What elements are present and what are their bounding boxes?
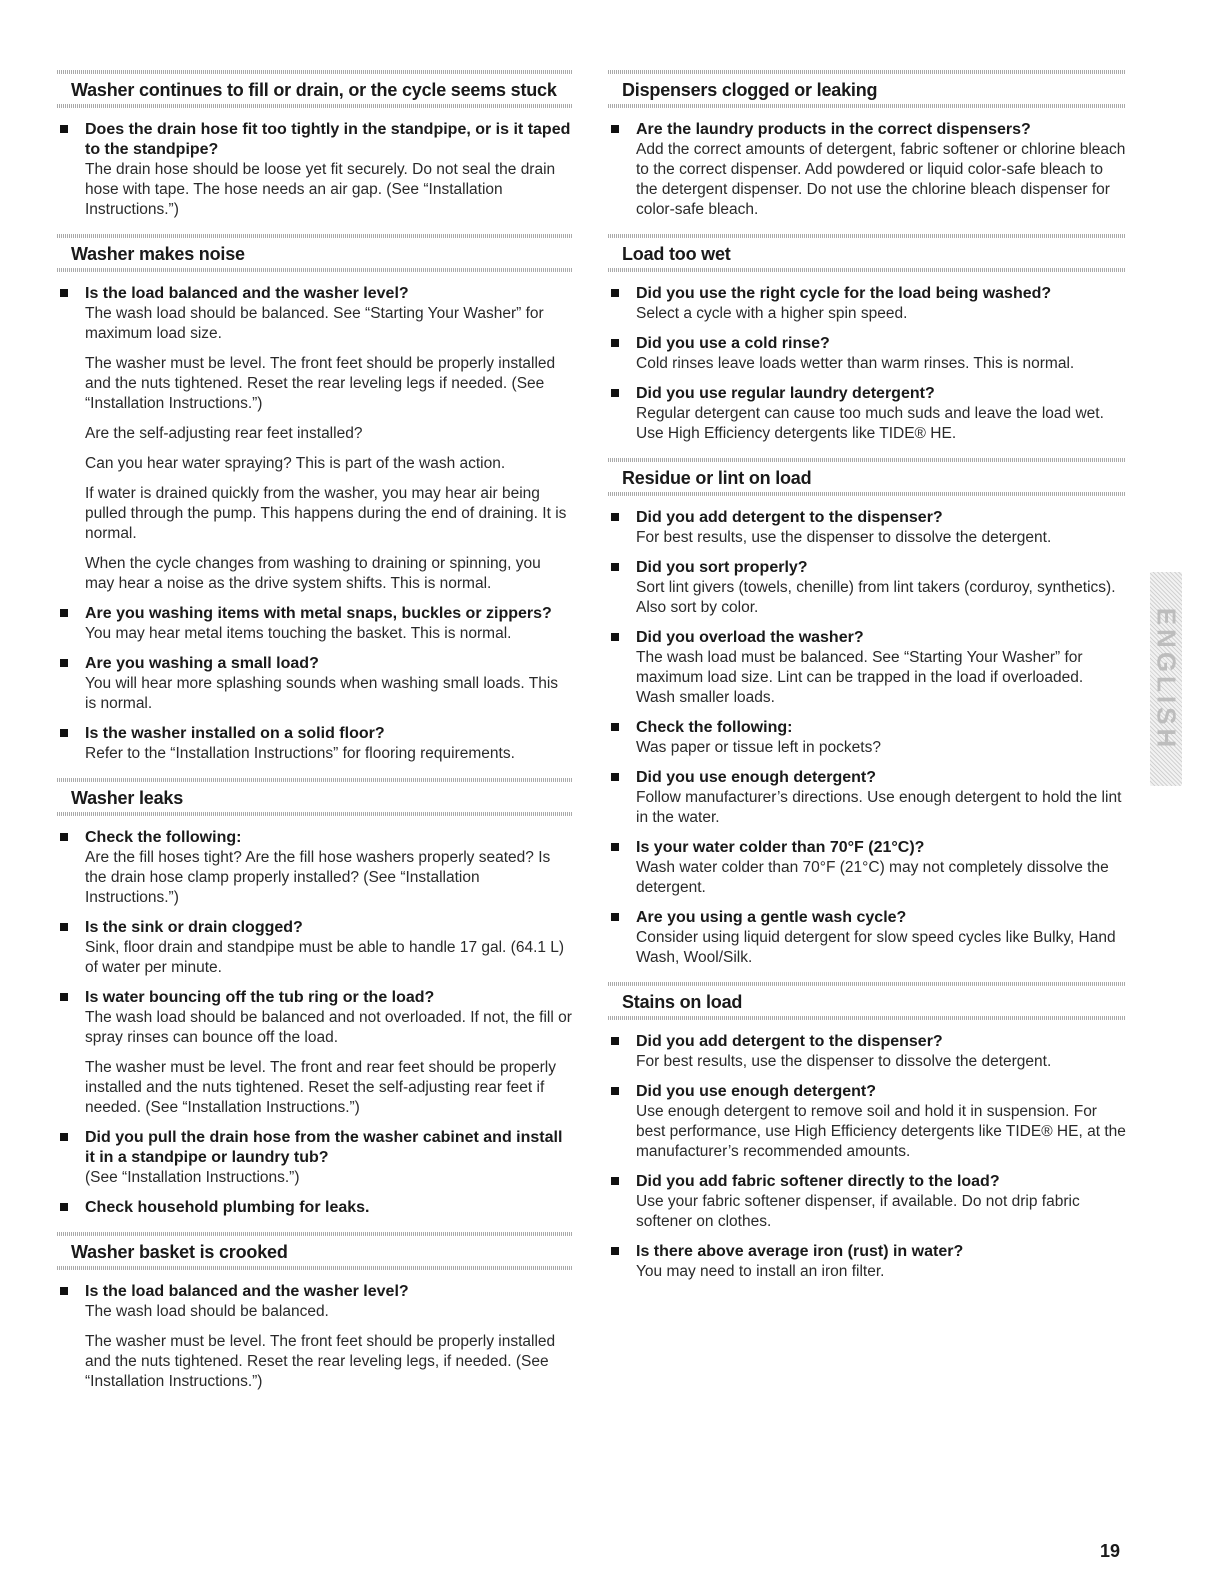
list-item bbox=[608, 1082, 1126, 1162]
list-item bbox=[57, 828, 573, 908]
item-answer: Cold rinses leave loads wetter than warm rinses. This is normal. bbox=[636, 355, 1075, 372]
item-question: Did you add detergent to the dispenser? bbox=[636, 509, 943, 526]
item-question: Did you add detergent to the dispenser? bbox=[636, 1033, 943, 1050]
item-answer: Was paper or tissue left in pockets? bbox=[636, 739, 881, 756]
section-title: Washer continues to fill or drain, or the cycle seems stuck bbox=[71, 80, 557, 100]
item-answer: When the cycle changes from washing to draining or spinning, you may hear a noise as the drive system shifts. This is normal. bbox=[85, 555, 541, 592]
item-question: Did you overload the washer? bbox=[636, 629, 864, 646]
section bbox=[608, 458, 1126, 968]
square-bullet-icon bbox=[611, 633, 619, 641]
item-question: Is the load balanced and the washer level? bbox=[85, 1283, 409, 1300]
item-list bbox=[57, 108, 573, 220]
square-bullet-icon bbox=[611, 1177, 619, 1185]
item-answer: Are the fill hoses tight? Are the fill hose washers properly seated? Is the drain hose clamp properly installed? (See “Installation Instructions.”) bbox=[85, 849, 551, 906]
item-question: Is the washer installed on a solid floor? bbox=[85, 725, 385, 742]
item-list bbox=[57, 816, 573, 1218]
square-bullet-icon bbox=[611, 773, 619, 781]
list-item bbox=[608, 1172, 1126, 1232]
square-bullet-icon bbox=[60, 1203, 68, 1211]
item-list bbox=[608, 1020, 1126, 1282]
square-bullet-icon bbox=[611, 125, 619, 133]
item-question: Are you washing items with metal snaps, buckles or zippers? bbox=[85, 605, 552, 622]
square-bullet-icon bbox=[60, 659, 68, 667]
item-list bbox=[608, 496, 1126, 968]
section-rule-bottom bbox=[57, 268, 573, 272]
section-rule-bottom bbox=[608, 268, 1126, 272]
item-question: Is there above average iron (rust) in water? bbox=[636, 1243, 964, 1260]
square-bullet-icon bbox=[60, 729, 68, 737]
item-question: Are you washing a small load? bbox=[85, 655, 319, 672]
right-column bbox=[608, 70, 1126, 1296]
square-bullet-icon bbox=[60, 1287, 68, 1295]
item-question: Are you using a gentle wash cycle? bbox=[636, 909, 907, 926]
square-bullet-icon bbox=[611, 563, 619, 571]
section bbox=[57, 778, 573, 1218]
section-rule-top bbox=[608, 982, 1126, 986]
square-bullet-icon bbox=[611, 843, 619, 851]
list-item bbox=[608, 908, 1126, 968]
section bbox=[57, 1232, 573, 1392]
list-item bbox=[57, 1128, 573, 1188]
section-rule-bottom bbox=[608, 492, 1126, 496]
item-answer: The wash load should be balanced and not overloaded. If not, the fill or spray rinses can bounce off the load. bbox=[85, 1009, 572, 1046]
square-bullet-icon bbox=[60, 993, 68, 1001]
section-rule-top bbox=[57, 70, 573, 74]
item-answer: The washer must be level. The front feet should be properly installed and the nuts tightened. Reset the rear leveling legs if needed. (See “Installation Instructions.”) bbox=[85, 355, 556, 412]
list-item bbox=[57, 724, 573, 764]
list-item bbox=[608, 1242, 1126, 1282]
section-rule-bottom bbox=[57, 812, 573, 816]
list-item bbox=[57, 604, 573, 644]
square-bullet-icon bbox=[60, 125, 68, 133]
item-answer: Use your fabric softener dispenser, if available. Do not drip fabric softener on clothes. bbox=[636, 1193, 1080, 1230]
item-list bbox=[608, 272, 1126, 444]
item-answer: Can you hear water spraying? This is part of the wash action. bbox=[85, 455, 506, 472]
list-item bbox=[57, 120, 573, 220]
item-question: Is your water colder than 70°F (21°C)? bbox=[636, 839, 925, 856]
item-answer: If water is drained quickly from the washer, you may hear air being pulled through the pump. This happens during the end of draining. It is normal. bbox=[85, 485, 567, 542]
item-question: Check the following: bbox=[636, 719, 793, 736]
square-bullet-icon bbox=[60, 609, 68, 617]
section bbox=[57, 234, 573, 764]
section bbox=[608, 982, 1126, 1282]
page-number: 19 bbox=[1100, 1541, 1121, 1561]
section-rule-top bbox=[608, 234, 1126, 238]
language-side-tab bbox=[1150, 572, 1182, 786]
item-answer: Select a cycle with a higher spin speed. bbox=[636, 305, 908, 322]
item-question: Is the sink or drain clogged? bbox=[85, 919, 303, 936]
list-item bbox=[57, 918, 573, 978]
list-item bbox=[608, 718, 1126, 758]
item-answer: The washer must be level. The front and rear feet should be properly installed and the nuts tightened. Reset the self-adjusting rear feet if needed. (See “Installation Instructions.”) bbox=[85, 1059, 557, 1116]
section bbox=[608, 234, 1126, 444]
list-item bbox=[57, 654, 573, 714]
item-answer: You will hear more splashing sounds when washing small loads. This is normal. bbox=[85, 675, 559, 712]
item-question: Check the following: bbox=[85, 829, 242, 846]
item-answer: Regular detergent can cause too much suds and leave the load wet. Use High Efficiency detergents like TIDE® HE. bbox=[636, 405, 1104, 442]
square-bullet-icon bbox=[611, 389, 619, 397]
section-title: Washer leaks bbox=[71, 788, 183, 808]
item-question: Did you sort properly? bbox=[636, 559, 808, 576]
square-bullet-icon bbox=[611, 339, 619, 347]
left-column bbox=[57, 70, 573, 1406]
item-question: Did you use enough detergent? bbox=[636, 1083, 877, 1100]
item-answer: Use enough detergent to remove soil and hold it in suspension. For best performance, use High Efficiency detergents like TIDE® HE, at the manufacturer’s recommended amounts. bbox=[636, 1103, 1126, 1160]
item-answer: Follow manufacturer’s directions. Use enough detergent to hold the lint in the water. bbox=[636, 789, 1122, 826]
square-bullet-icon bbox=[611, 723, 619, 731]
list-item bbox=[608, 120, 1126, 220]
item-question: Check household plumbing for leaks. bbox=[85, 1199, 370, 1216]
section-rule-bottom bbox=[608, 104, 1126, 108]
square-bullet-icon bbox=[611, 513, 619, 521]
item-answer: Consider using liquid detergent for slow speed cycles like Bulky, Hand Wash, Wool/Silk. bbox=[636, 929, 1116, 966]
item-answer: The wash load should be balanced. See “Starting Your Washer” for maximum load size. bbox=[85, 305, 544, 342]
item-answer: For best results, use the dispenser to dissolve the detergent. bbox=[636, 529, 1052, 546]
item-answer: The wash load must be balanced. See “Starting Your Washer” for maximum load size. Lint can be trapped in the load if overloaded. Wash smaller loads. bbox=[636, 649, 1084, 706]
section-rule-bottom bbox=[57, 1266, 573, 1270]
item-question: Is the load balanced and the washer level? bbox=[85, 285, 409, 302]
item-question: Did you use the right cycle for the load being washed? bbox=[636, 285, 1052, 302]
item-answer: Sink, floor drain and standpipe must be able to handle 17 gal. (64.1 L) of water per minute. bbox=[85, 939, 565, 976]
section-title: Washer makes noise bbox=[71, 244, 245, 264]
item-question: Did you use enough detergent? bbox=[636, 769, 877, 786]
item-answer: The drain hose should be loose yet fit securely. Do not seal the drain hose with tape. The hose needs an air gap. (See “Installation Instructions.”) bbox=[85, 161, 556, 218]
list-item bbox=[608, 558, 1126, 618]
list-item bbox=[608, 508, 1126, 548]
item-question: Did you use regular laundry detergent? bbox=[636, 385, 935, 402]
section-title: Stains on load bbox=[622, 992, 743, 1012]
section-rule-top bbox=[57, 778, 573, 782]
square-bullet-icon bbox=[60, 833, 68, 841]
item-answer: Add the correct amounts of detergent, fabric softener or chlorine bleach to the correct dispenser. Add powdered or liquid color-safe bleach to the detergent dispenser. Do not use the chlorine bleach dispenser for color-safe bleach. bbox=[636, 141, 1126, 218]
item-list bbox=[57, 1270, 573, 1392]
section-rule-top bbox=[57, 234, 573, 238]
section-title: Residue or lint on load bbox=[622, 468, 812, 488]
list-item bbox=[608, 334, 1126, 374]
list-item bbox=[608, 384, 1126, 444]
item-answer: You may need to install an iron filter. bbox=[636, 1263, 885, 1280]
item-answer: (See “Installation Instructions.”) bbox=[85, 1169, 300, 1186]
list-item bbox=[608, 284, 1126, 324]
square-bullet-icon bbox=[60, 289, 68, 297]
list-item bbox=[57, 1282, 573, 1392]
square-bullet-icon bbox=[611, 1087, 619, 1095]
side-tab-label: ENGLISH bbox=[1151, 607, 1182, 751]
list-item bbox=[608, 838, 1126, 898]
square-bullet-icon bbox=[611, 289, 619, 297]
item-answer: You may hear metal items touching the basket. This is normal. bbox=[85, 625, 512, 642]
item-question: Are the laundry products in the correct dispensers? bbox=[636, 121, 1031, 138]
section-title: Washer basket is crooked bbox=[71, 1242, 288, 1262]
section-rule-top bbox=[608, 458, 1126, 462]
section-rule-top bbox=[57, 1232, 573, 1236]
item-list bbox=[608, 108, 1126, 220]
list-item bbox=[57, 988, 573, 1118]
square-bullet-icon bbox=[611, 913, 619, 921]
list-item bbox=[608, 1032, 1126, 1072]
section-title: Load too wet bbox=[622, 244, 731, 264]
item-answer: For best results, use the dispenser to dissolve the detergent. bbox=[636, 1053, 1052, 1070]
item-answer: Refer to the “Installation Instructions” for flooring requirements. bbox=[85, 745, 515, 762]
item-answer: Wash water colder than 70°F (21°C) may not completely dissolve the detergent. bbox=[636, 859, 1109, 896]
item-question: Does the drain hose fit too tightly in the standpipe, or is it taped to the standpipe? bbox=[85, 121, 571, 158]
section-rule-top bbox=[608, 70, 1126, 74]
list-item bbox=[608, 628, 1126, 708]
square-bullet-icon bbox=[60, 1133, 68, 1141]
section bbox=[57, 70, 573, 220]
item-answer: Sort lint givers (towels, chenille) from lint takers (corduroy, synthetics). Also sort by color. bbox=[636, 579, 1116, 616]
item-question: Did you use a cold rinse? bbox=[636, 335, 830, 352]
list-item bbox=[608, 768, 1126, 828]
section-title: Dispensers clogged or leaking bbox=[622, 80, 878, 100]
section bbox=[608, 70, 1126, 220]
square-bullet-icon bbox=[60, 923, 68, 931]
item-question: Is water bouncing off the tub ring or the load? bbox=[85, 989, 435, 1006]
list-item bbox=[57, 284, 573, 594]
list-item bbox=[57, 1198, 573, 1218]
section-rule-bottom bbox=[57, 104, 573, 108]
item-answer: Are the self-adjusting rear feet installed? bbox=[85, 425, 363, 442]
item-answer: The washer must be level. The front feet should be properly installed and the nuts tightened. Reset the rear leveling legs, if needed. (See “Installation Instructions.”) bbox=[85, 1333, 556, 1390]
square-bullet-icon bbox=[611, 1247, 619, 1255]
item-question: Did you pull the drain hose from the washer cabinet and install it in a standpipe or laundry tub? bbox=[85, 1129, 563, 1166]
square-bullet-icon bbox=[611, 1037, 619, 1045]
item-question: Did you add fabric softener directly to the load? bbox=[636, 1173, 1000, 1190]
item-answer: The wash load should be balanced. bbox=[85, 1303, 329, 1320]
item-list bbox=[57, 272, 573, 764]
section-rule-bottom bbox=[608, 1016, 1126, 1020]
